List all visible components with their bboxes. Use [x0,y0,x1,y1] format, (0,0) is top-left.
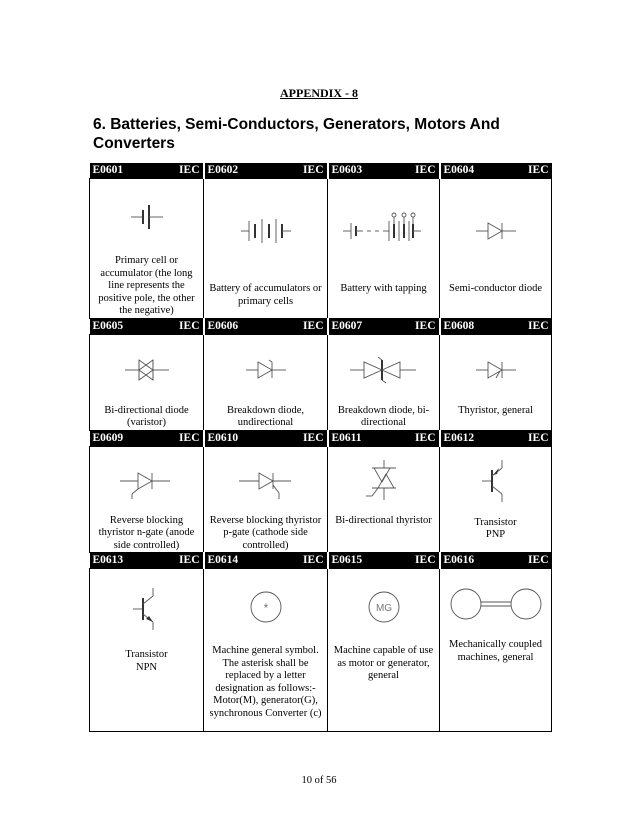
diode-symbol [466,179,526,283]
coupled-machines-symbol [448,569,544,639]
symbol-code: E0604 [443,164,475,176]
symbol-code: E0615 [331,554,363,566]
standard-tag: IEC [528,164,549,176]
symbol-description: Breakdown diode, undirectional [227,404,304,428]
table-row [90,179,552,319]
symbol-cell [90,446,204,553]
table-row [90,334,552,430]
standard-tag: IEC [528,431,549,444]
table-header-row [90,163,552,179]
symbol-description: Transistor PNP [474,516,517,540]
thyristor-p-gate-symbol [231,447,301,515]
symbol-cell [328,569,440,732]
page-number: 10 of 56 [301,775,337,786]
symbol-cell [328,179,440,319]
symbol-cell [204,334,328,430]
cell-header [204,318,328,334]
symbol-cell [440,446,552,553]
symbol-code: E0609 [92,431,124,444]
symbol-code: E0603 [331,164,363,176]
symbol-code: E0602 [207,164,239,176]
bidirectional-breakdown-diode-symbol [344,335,424,405]
cell-header [90,163,204,179]
appendix-heading: APPENDIX - 8 [280,86,358,100]
varistor-symbol [117,335,177,405]
symbol-cell [90,334,204,430]
symbol-description: Transistor NPN [125,649,168,673]
standard-tag: IEC [415,554,436,566]
symbol-code: E0612 [443,431,475,444]
symbol-cell [440,179,552,319]
symbol-description: Battery with tapping [340,283,427,294]
motor-generator-symbol [364,569,404,645]
standard-tag: IEC [179,431,200,444]
symbol-description: Mechanically coupled machines, general [448,639,542,663]
symbol-description: Battery of accumulators or primary cells [209,283,322,307]
thyristor-n-gate-symbol [112,447,182,515]
symbol-table [89,163,552,732]
symbol-description: Reverse blocking thyristor p-gate (cathode side controlled) [209,514,322,551]
symbol-code: E0608 [443,319,475,332]
symbol-cell [328,334,440,430]
standard-tag: IEC [303,319,324,332]
cell-header [440,553,552,569]
standard-tag: IEC [179,319,200,332]
symbol-description: Semi-conductor diode [448,283,543,294]
table-header-row [90,553,552,569]
standard-tag: IEC [415,319,436,332]
battery-tapping-symbol [339,179,429,283]
symbol-code: E0605 [92,319,124,332]
symbol-cell [204,446,328,553]
standard-tag: IEC [303,431,324,444]
standard-tag: IEC [303,164,324,176]
cell-header [90,553,204,569]
symbol-description: Primary cell or accumulator (the long line represents the positive pole, the other the negative) [98,255,195,316]
cell-header [440,430,552,446]
symbol-description: Bi-directional thyristor [335,514,432,526]
symbol-description: Breakdown diode, bi-directional [337,404,430,428]
symbol-description: Reverse blocking thyristor n-gate (anode side controlled) [98,514,195,551]
symbol-code: E0610 [207,431,239,444]
symbol-cell [440,334,552,430]
symbol-code: E0601 [92,164,124,176]
standard-tag: IEC [415,164,436,176]
symbol-cell [204,569,328,732]
cell-header [328,318,440,334]
symbol-description: Machine capable of use as motor or generator, general [333,645,434,681]
symbol-cell [204,179,328,319]
standard-tag: IEC [415,431,436,444]
battery-symbol [231,179,301,283]
symbol-code: E0611 [331,431,362,444]
symbol-code: E0607 [331,319,363,332]
standard-tag: IEC [179,554,200,566]
cell-header [328,430,440,446]
cell-header [440,318,552,334]
symbol-code: E0616 [443,554,475,566]
symbol-description: Bi-directional diode (varistor) [104,404,189,428]
thyristor-symbol [466,335,526,405]
standard-tag: IEC [179,164,200,176]
cell-header [328,553,440,569]
cell-header [440,163,552,179]
symbol-code: E0614 [207,554,239,566]
cell-header [204,163,328,179]
standard-tag: IEC [303,554,324,566]
section-title: 6. Batteries, Semi-Conductors, Generators, Motors And Converters [93,116,500,152]
table-header-row [90,318,552,334]
npn-transistor-symbol [127,569,167,649]
cell-header [328,163,440,179]
bidirectional-thyristor-symbol [354,447,414,515]
symbol-code: E0613 [92,554,124,566]
table-header-row [90,430,552,446]
standard-tag: IEC [528,554,549,566]
cell-header [204,553,328,569]
symbol-cell [90,179,204,319]
pnp-transistor-symbol [476,447,516,515]
cell-header [204,430,328,446]
mg-label: MG [375,603,392,614]
standard-tag: IEC [528,319,549,332]
symbol-cell [328,446,440,553]
symbol-code: E0606 [207,319,239,332]
primary-cell-symbol [117,179,177,255]
symbol-cell [440,569,552,732]
symbol-description: Thyristor, general [458,404,533,416]
table-row [90,569,552,732]
symbol-cell [90,569,204,732]
symbol-description: Machine general symbol. The asterisk shall be replaced by a letter designation as follows:- Motor(M), generator(G), synchronous Converter (c) [209,645,322,719]
breakdown-diode-symbol [236,335,296,405]
cell-header [90,430,204,446]
machine-general-symbol [246,569,286,645]
table-row [90,446,552,553]
asterisk-label: * [263,601,268,615]
cell-header [90,318,204,334]
